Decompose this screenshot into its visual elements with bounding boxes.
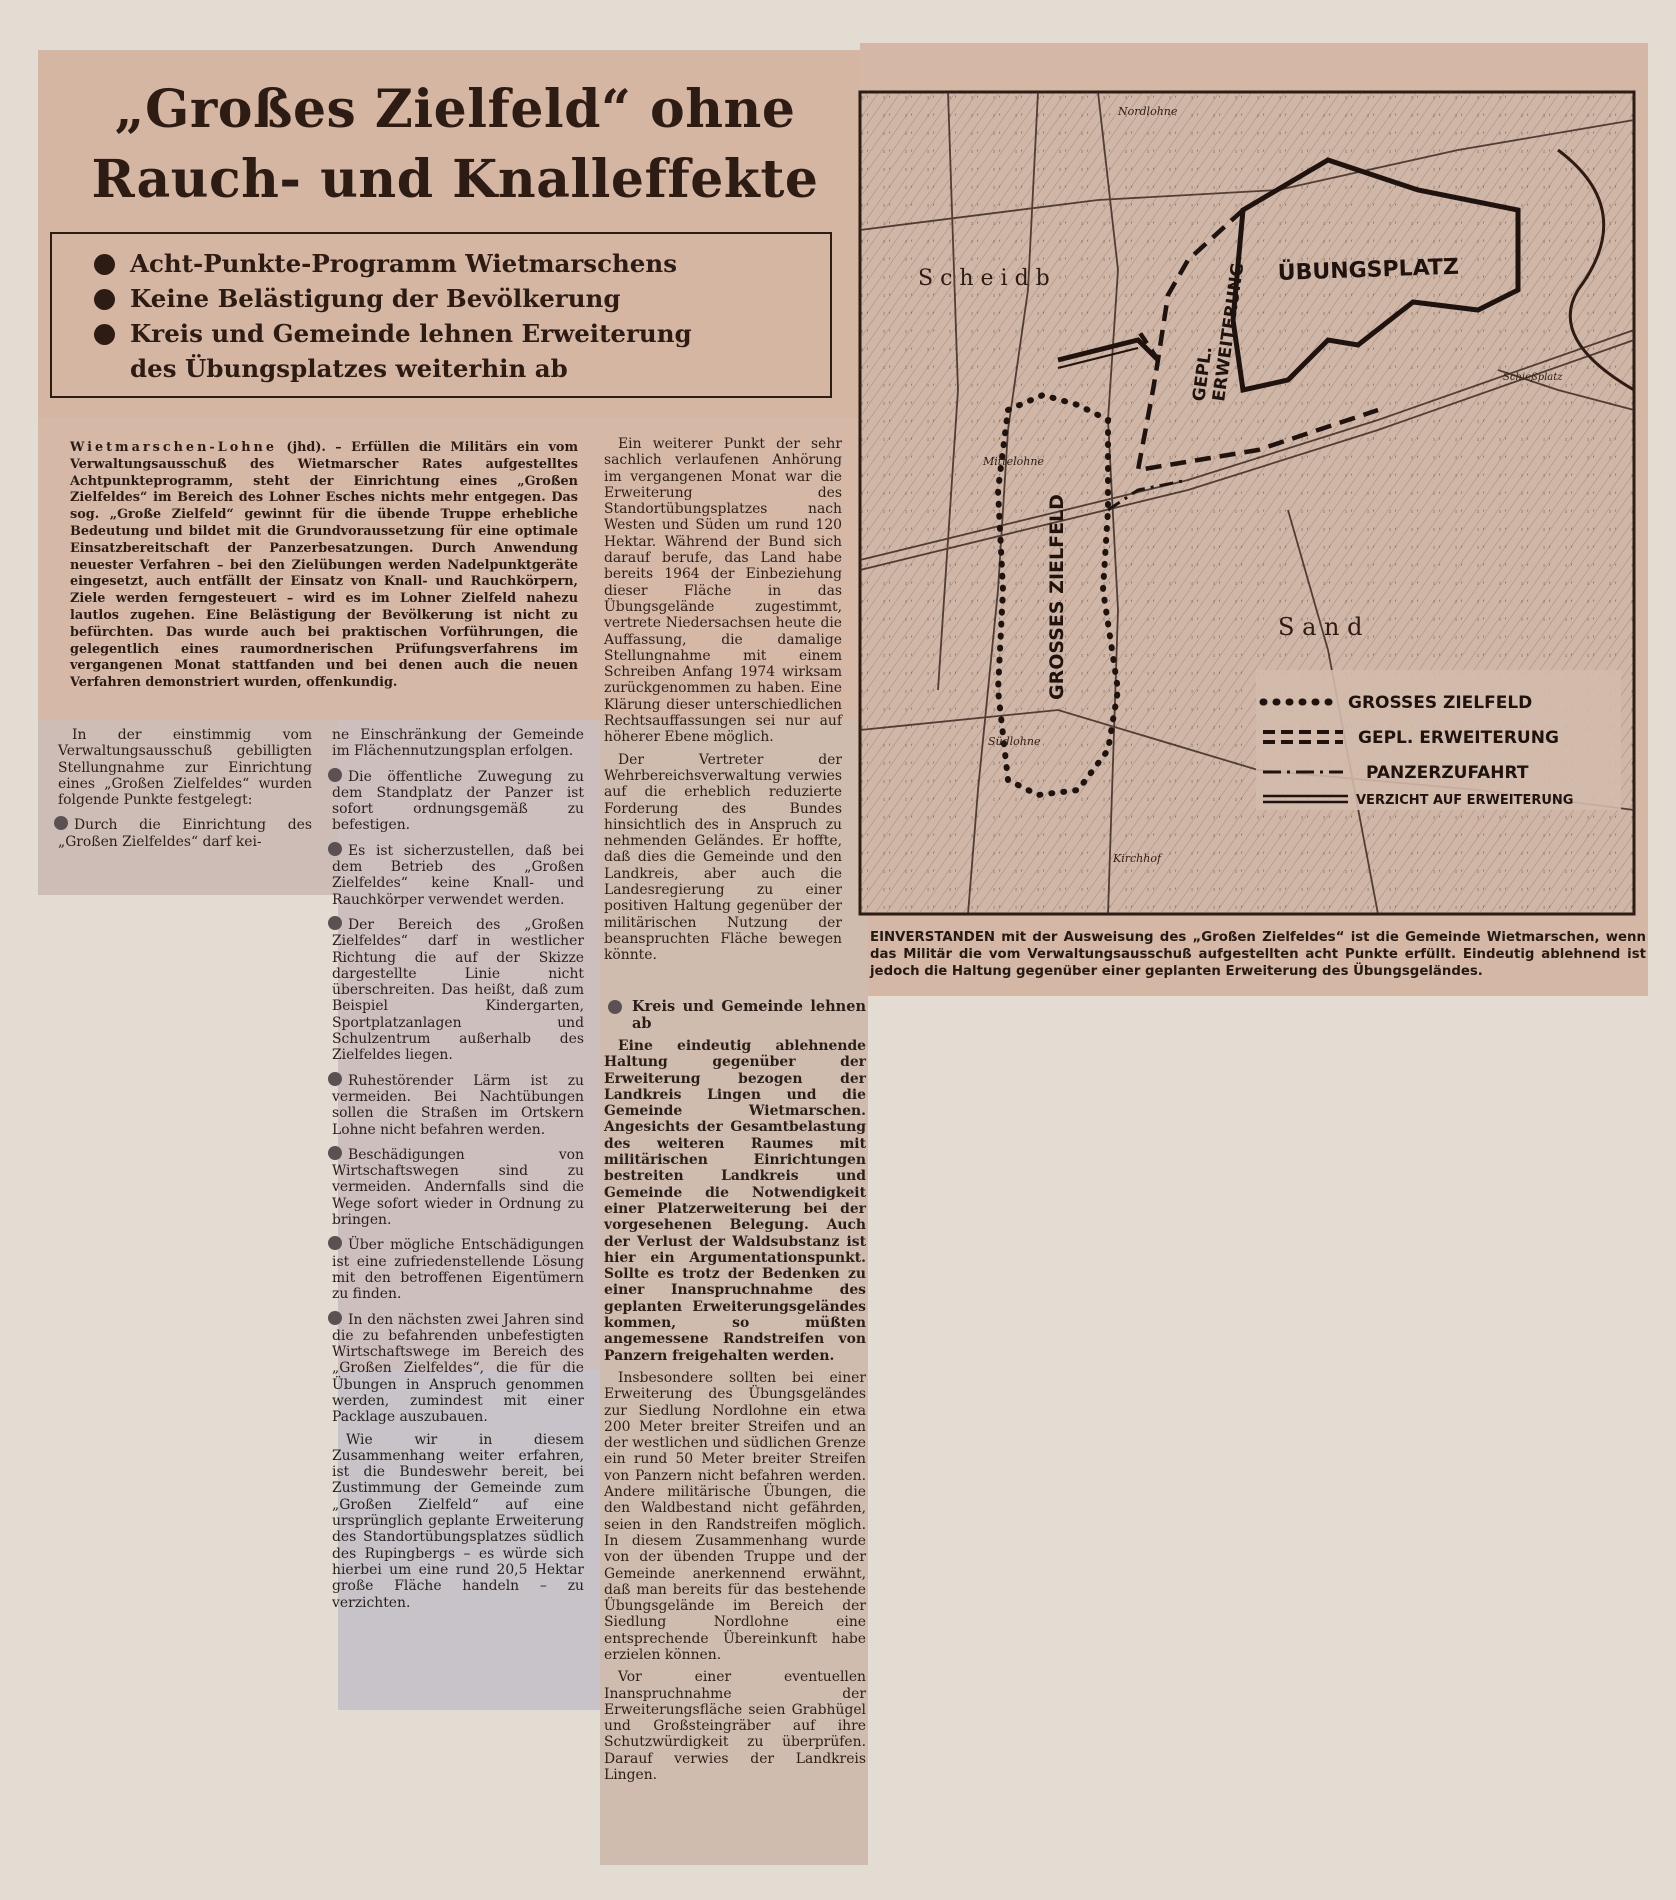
col2-bullet-7-text: In den nächsten zwei Jahren sind die zu befahrenden unbefestigten Wirtschaftswege im Bereich des „Großen Zielfeldes“, die für die Übungen in Anspruch genommen werden, zumindest mit einer Packlage auszubauen. — [332, 1311, 584, 1426]
bullet-dot — [328, 1236, 342, 1250]
map-label-uebungsplatz: ÜBUNGSPLATZ — [1277, 254, 1460, 286]
col2-bullet-3 — [332, 916, 584, 1064]
subheadline-4-text: des Übungsplatzes weiterhin ab — [130, 354, 568, 383]
map-label-zielfeld: GROSSES ZIELFELD — [1046, 494, 1068, 700]
map-label-sand: S a n d — [1278, 613, 1363, 641]
map-label-kirchhof: Kirchhof — [1113, 852, 1162, 865]
headline-line-1: „Großes Zielfeld“ ohne — [114, 79, 796, 140]
bullet-dot — [608, 1000, 622, 1014]
subheadline-2 — [130, 281, 830, 316]
col2-bullet-4-text: Ruhestörender Lärm ist zu vermeiden. Bei Nachtübungen sollen die Straßen im Ortskern Lohne nicht befahren werden. — [332, 1072, 584, 1138]
article-column-3 — [604, 436, 842, 964]
subheadline-4 — [130, 351, 830, 386]
col1-bullet-1-text: Durch die Einrichtung des „Großen Zielfeldes“ darf kei- — [58, 817, 312, 850]
bullet-dot — [94, 254, 115, 275]
article-column-1 — [58, 727, 312, 850]
subheadline-1-text: Acht-Punkte-Programm Wietmarschens — [130, 249, 678, 278]
col3-subheading — [604, 998, 866, 1032]
caption-lead: EINVERSTANDEN — [870, 930, 996, 945]
bullet-dot — [94, 289, 115, 310]
col3-paragraph-2: Der Vertreter der Wehrbereichsverwaltung verwies auf die erheblich reduzierte Forderung des Bundes hinsichtlich des in Anspruch zu nehmenden Geländes. Er hoffte, daß dies die Gemeinde und den Landkreis, aber auch die Landesregierung zu einer positiven Haltung gegenüber der militärischen Nutzung der beanspruchten Fläche bewegen könnte. — [604, 751, 842, 964]
col2-bullet-5 — [332, 1146, 584, 1228]
bullet-dot — [328, 1146, 342, 1160]
col3-subheading-text: Kreis und Gemeinde lehnen ab — [632, 998, 866, 1032]
map-label-schiessplatz: Schießplatz — [1503, 372, 1563, 383]
col2-closing: Wie wir in diesem Zusammenhang weiter erfahren, ist die Bundeswehr bereit, bei Zustimmung der Gemeinde zum „Großen Zielfeld“ auf eine ursprünglich geplante Erweiterung des Standortübungsplatzes südlich des Rupingbergs – es würde sich hierbei um eine rund 20,5 Hektar große Fläche handeln – zu verzichten. — [332, 1431, 584, 1611]
caption-text: mit der Ausweisung des „Großen Zielfeldes“ ist die Gemeinde Wietmarschen, wenn das Militär die vom Verwaltungsausschuß aufgestellten acht Punkte erfüllt. Eindeutig ablehnend ist jedoch die Haltung gegenüber einer geplanten Erweiterung des Übungsgeländes. — [870, 930, 1646, 979]
col2-bullet-1-text: Die öffentliche Zuwegung zu dem Standplatz der Panzer ist sofort ordnungsgemäß zu befestigen. — [332, 768, 584, 834]
bullet-dot — [328, 842, 342, 856]
subheadline-3-text: Kreis und Gemeinde lehnen Erweiterung — [130, 319, 692, 348]
col2-bullet-6 — [332, 1236, 584, 1302]
map-sketch — [858, 90, 1636, 916]
legend-label-verzicht: VERZICHT AUF ERWEITERUNG — [1356, 793, 1574, 808]
col3-paragraph-4: Insbesondere sollten bei einer Erweiterung des Übungsgeländes zur Siedlung Nordlohne ein etwa 200 Meter breiter Streifen und an der westlichen und südlichen Grenze ein rund 50 Meter breiter Streifen von Panzern nicht befahren werden. Andere militärische Übungen, die den Waldbestand nicht gefährden, seien in den Randstreifen möglich. In diesem Zusammenhang wurde von der übenden Truppe und der Gemeinde anerkennend erwähnt, daß man bereits für das bestehende Übungsgelände im Bereich der Siedlung Nordlohne eine entsprechende Übereinkunft habe erzielen können. — [604, 1369, 866, 1663]
map-label-nordlohne: Nordlohne — [1118, 105, 1178, 118]
map-svg — [858, 90, 1636, 916]
map-label-mittelohne: Mittelohne — [983, 455, 1044, 468]
headline — [60, 75, 850, 215]
map-label-suedlohne: Südlohne — [988, 735, 1041, 748]
bullet-dot — [54, 816, 68, 830]
bullet-dot — [328, 916, 342, 930]
col3-paragraph-3: Eine eindeutig ablehnende Haltung gegenüber der Erweiterung bezogen der Landkreis Lingen und die Gemeinde Wietmarschen. Angesichts der Gesamtbelastung des weiteren Raumes mit militärischen Einrichtungen bestreiten Landkreis und Gemeinde die Notwendigkeit einer Platzerweiterung bei der vorgesehenen Belegung. Auch der Verlust der Waldsubstanz ist hier ein Argumentationspunkt. Sollte es trotz der Bedenken zu einer Inanspruchnahme des geplanten Erweiterungsgeländes kommen, so müßten angemessene Randstreifen von Panzern freigehalten werden. — [604, 1038, 866, 1364]
legend-label-erweiterung: GEPL. ERWEITERUNG — [1358, 728, 1559, 748]
map-label-erweiterung: ERWEITERUNG — [1209, 261, 1249, 403]
col2-bullet-2 — [332, 842, 584, 908]
article-column-3-lower — [604, 988, 866, 1783]
bullet-dot — [94, 324, 115, 345]
lead-text: (jhd). – Erfüllen die Militärs ein vom Verwaltungsausschuß des Wietmarscher Rates aufgestelltes Achtpunkteprogramm, steht der Einrichtung eines „Großen Zielfeldes“ im Bereich des Lohner Esches nichts mehr entgegen. Das sog. „Große Zielfeld“ gewinnt für die übende Truppe erhebliche Bedeutung und bildet mit die Grundvoraussetzung für eine optimale Einsatzbereitschaft der Panzerbesatzungen. Durch Anwendung neuester Verfahren – bei den Zielübungen werden Nadelpunktgeräte eingesetzt, auch entfällt der Einsatz von Knall- und Rauchkörpern, Ziele werden ferngesteuert – wird es im Lohner Zielfeld nahezu lautlos zugehen. Eine Belästigung der Bevölkerung ist nicht zu befürchten. Das wurde auch bei praktischen Vorführungen, die gelegentlich eines raumordnerischen Prüfungsverfahrens im vergangenen Monat stattfanden und bei denen auch die neuen Verfahren demonstriert wurden, offenkundig. — [70, 440, 578, 691]
bullet-dot — [328, 768, 342, 782]
col1-intro: In der einstimmig vom Verwaltungsausschuß gebilligten Stellungnahme zur Einrichtung eines „Großen Zielfeldes“ wurden folgende Punkte festgelegt: — [58, 727, 312, 809]
bullet-dot — [328, 1311, 342, 1325]
subheadline-1 — [130, 246, 830, 281]
subheadline-3 — [130, 316, 830, 351]
map-legend — [1256, 670, 1621, 810]
col2-bullet-4 — [332, 1072, 584, 1138]
map-label-scheidb: S c h e i d b — [918, 266, 1050, 291]
subheadline-box — [50, 232, 832, 398]
map-caption — [870, 930, 1646, 980]
col2-bullet-5-text: Beschädigungen von Wirtschaftswegen sind zu vermeiden. Andernfalls sind die Wege sofort wieder in Ordnung zu bringen. — [332, 1146, 584, 1229]
article-column-2 — [332, 727, 584, 1611]
col2-bullet-2-text: Es ist sicherzustellen, daß bei dem Betrieb des „Großen Zielfeldes“ keine Knall- und Rauchkörper verwendet werden. — [332, 842, 584, 908]
legend-label-zielfeld: GROSSES ZIELFELD — [1348, 693, 1533, 713]
legend-label-panzer: PANZERZUFAHRT — [1366, 763, 1529, 783]
col3-paragraph-5: Vor einer eventuellen Inanspruchnahme der Erweiterungsfläche seien Grabhügel und Großsteingräber auf ihre Schutzwürdigkeit zu überprüfen. Darauf verwies der Landkreis Lingen. — [604, 1669, 866, 1784]
col1-bullet-1 — [58, 816, 312, 850]
bullet-dot — [328, 1072, 342, 1086]
col2-continuation: ne Einschränkung der Gemeinde im Flächennutzungsplan erfolgen. — [332, 727, 584, 760]
lead-paragraph — [70, 440, 578, 692]
map-label-gepl: GEPL. — [1189, 345, 1217, 403]
col2-bullet-3-text: Der Bereich des „Großen Zielfeldes“ darf in westlicher Richtung die auf der Skizze dargestellte Linie nicht überschreiten. Das heißt, daß zum Beispiel Kindergarten, Sportplatzanlagen und Schulzentrum außerhalb des Zielfeldes liegen. — [332, 916, 584, 1064]
col2-bullet-7 — [332, 1311, 584, 1426]
headline-line-2: Rauch- und Knalleffekte — [91, 149, 819, 210]
col3-paragraph-1: Ein weiterer Punkt der sehr sachlich verlaufenen Anhörung im vergangenen Monat war die Erweiterung des Standortübungsplatzes nach Westen und Süden um rund 120 Hektar. Während der Bund sich darauf berufe, das Land habe bereits 1964 der Einbeziehung dieser Fläche in das Übungsgelände zugestimmt, vertrete Niedersachsen heute die Auffassung, die damalige Stellungnahme mit einem Schreiben Anfang 1974 wirksam zurückgenommen zu haben. Eine Klärung dieser unterschiedlichen Rechtsauffassungen sei nur auf höherer Ebene möglich. — [604, 436, 842, 746]
col2-bullet-1 — [332, 768, 584, 834]
subheadline-2-text: Keine Belästigung der Bevölkerung — [130, 284, 621, 313]
dateline: Wietmarschen-Lohne — [70, 440, 277, 455]
col2-bullet-6-text: Über mögliche Entschädigungen ist eine zufriedenstellende Lösung mit den betroffenen Eigentümern zu finden. — [332, 1237, 584, 1303]
